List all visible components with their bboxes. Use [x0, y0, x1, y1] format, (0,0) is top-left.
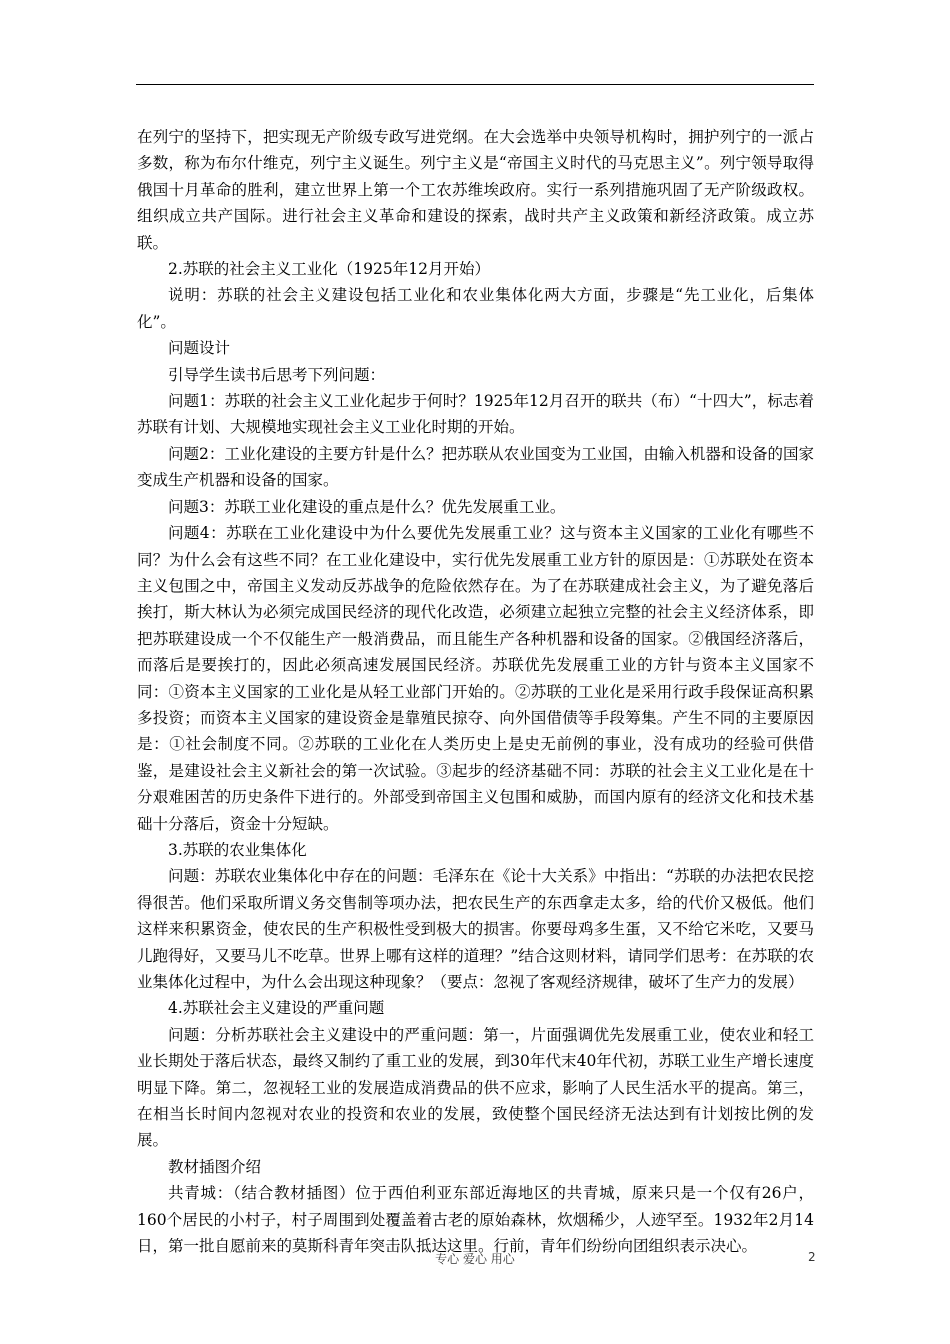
subheading-question-design: 问题设计: [168, 339, 231, 358]
paragraph-question-2: 问题2：工业化建设的主要方针是什么？把苏联从农业国变为工业国，由输入机器和设备的国家变成生产机器和设备的国家。: [137, 444, 814, 490]
section-heading-collectivization: 3.苏联的农业集体化: [168, 840, 307, 859]
paragraph-collectivization-question: 问题：苏联农业集体化中存在的问题：毛泽东在《论十大关系》中指出：“苏联的办法把农民挖得很苦。他们采取所谓义务交售制等项办法，把农民生产的东西拿走太多，给的代价又极低。他们这样来积累资金，使农民的生产积极性受到极大的损害。你要母鸡多生蛋，又不给它米吃，又要马儿跑得好，又要马儿不吃草。世界上哪有这样的道理？”结合这则材料，请同学们思考：在苏联的农业集体化过程中，为什么会出现这种现象？（要点：忽视了客观经济规律，破坏了生产力的发展）: [137, 867, 814, 991]
paragraph-guide: 引导学生读书后思考下列问题：: [168, 365, 386, 384]
paragraph-question-1: 问题1：苏联的社会主义工业化起步于何时？1925年12月召开的联共（布）“十四大”，标志着苏联有计划、大规模地实现社会主义工业化时期的开始。: [137, 392, 814, 437]
paragraph-explanation: 说明：苏联的社会主义建设包括工业化和农业集体化两大方面，步骤是“先工业化，后集体化”。: [137, 286, 814, 331]
paragraph-question-3: 问题3：苏联工业化建设的重点是什么？优先发展重工业。: [168, 497, 566, 516]
paragraph-1: 在列宁的坚持下，把实现无产阶级专政写进党纲。在大会选举中央领导机构时，拥护列宁的一派占多数，称为布尔什维克，列宁主义诞生。列宁主义是“帝国主义时代的马克思主义”。列宁领导取得俄国十月革命的胜利，建立世界上第一个工农苏维埃政府。实行一系列措施巩固了无产阶级政权。组织成立共产国际。进行社会主义革命和建设的探索，战时共产主义政策和新经济政策。成立苏联。: [137, 128, 814, 252]
page-number: 2: [808, 1250, 816, 1264]
section-heading-serious-problems: 4.苏联社会主义建设的严重问题: [168, 999, 385, 1018]
subheading-textbook-illustration: 教材插图介绍: [168, 1157, 262, 1176]
document-body: [137, 124, 814, 1259]
section-heading-industrialization: 2.苏联的社会主义工业化（1925年12月开始）: [168, 260, 490, 279]
paragraph-komsomolsk: 共青城：（结合教材插图）位于西伯利亚东部近海地区的共青城，原来只是一个仅有26户，160个居民的小村子，村子周围到处覆盖着古老的原始森林，炊烟稀少，人迹罕至。1932年2月14日，第一批自愿前来的莫斯科青年突击队抵达这里。行前，青年们纷纷向团组织表示决心。: [137, 1184, 814, 1256]
paragraph-problems-analysis: 问题：分析苏联社会主义建设中的严重问题：第一，片面强调优先发展重工业，使农业和轻工业长期处于落后状态，最终又制约了重工业的发展，到30年代末40年代初，苏联工业生产增长速度明显下降。第二，忽视轻工业的发展造成消费品的供不应求，影响了人民生活水平的提高。第三，在相当长时间内忽视对农业的投资和农业的发展，致使整个国民经济无法达到有计划按比例的发展。: [137, 1025, 814, 1150]
footer-motto: 专心 爱心 用心: [435, 1252, 515, 1266]
paragraph-question-4: 问题4：苏联在工业化建设中为什么要优先发展重工业？这与资本主义国家的工业化有哪些不同？为什么会有这些不同？在工业化建设中，实行优先发展重工业方针的原因是：①苏联处在资本主义包围之中，帝国主义发动反苏战争的危险依然存在。为了在苏联建成社会主义，为了避免落后挨打，斯大林认为必须完成国民经济的现代化改造，必须建立起独立完整的社会主义经济体系，即把苏联建设成一个不仅能生产一般消费品，而且能生产各种机器和设备的国家。②俄国经济落后，而落后是要挨打的，因此必须高速发展国民经济。苏联优先发展重工业的方针与资本主义国家不同：①资本主义国家的工业化是从轻工业部门开始的。②苏联的工业化是采用行政手段保证高积累多投资；而资本主义国家的建设资金是靠殖民掠夺、向外国借债等手段筹集。产生不同的主要原因是：①社会制度不同。②苏联的工业化在人类历史上是史无前例的事业，没有成功的经验可供借鉴，是建设社会主义新社会的第一次试验。③起步的经济基础不同：苏联的社会主义工业化是在十分艰难困苦的历史条件下进行的。外部受到帝国主义包围和威胁，而国内原有的经济文化和技术基础十分落后，资金十分短缺。: [137, 524, 814, 833]
header-rule: [136, 84, 814, 85]
